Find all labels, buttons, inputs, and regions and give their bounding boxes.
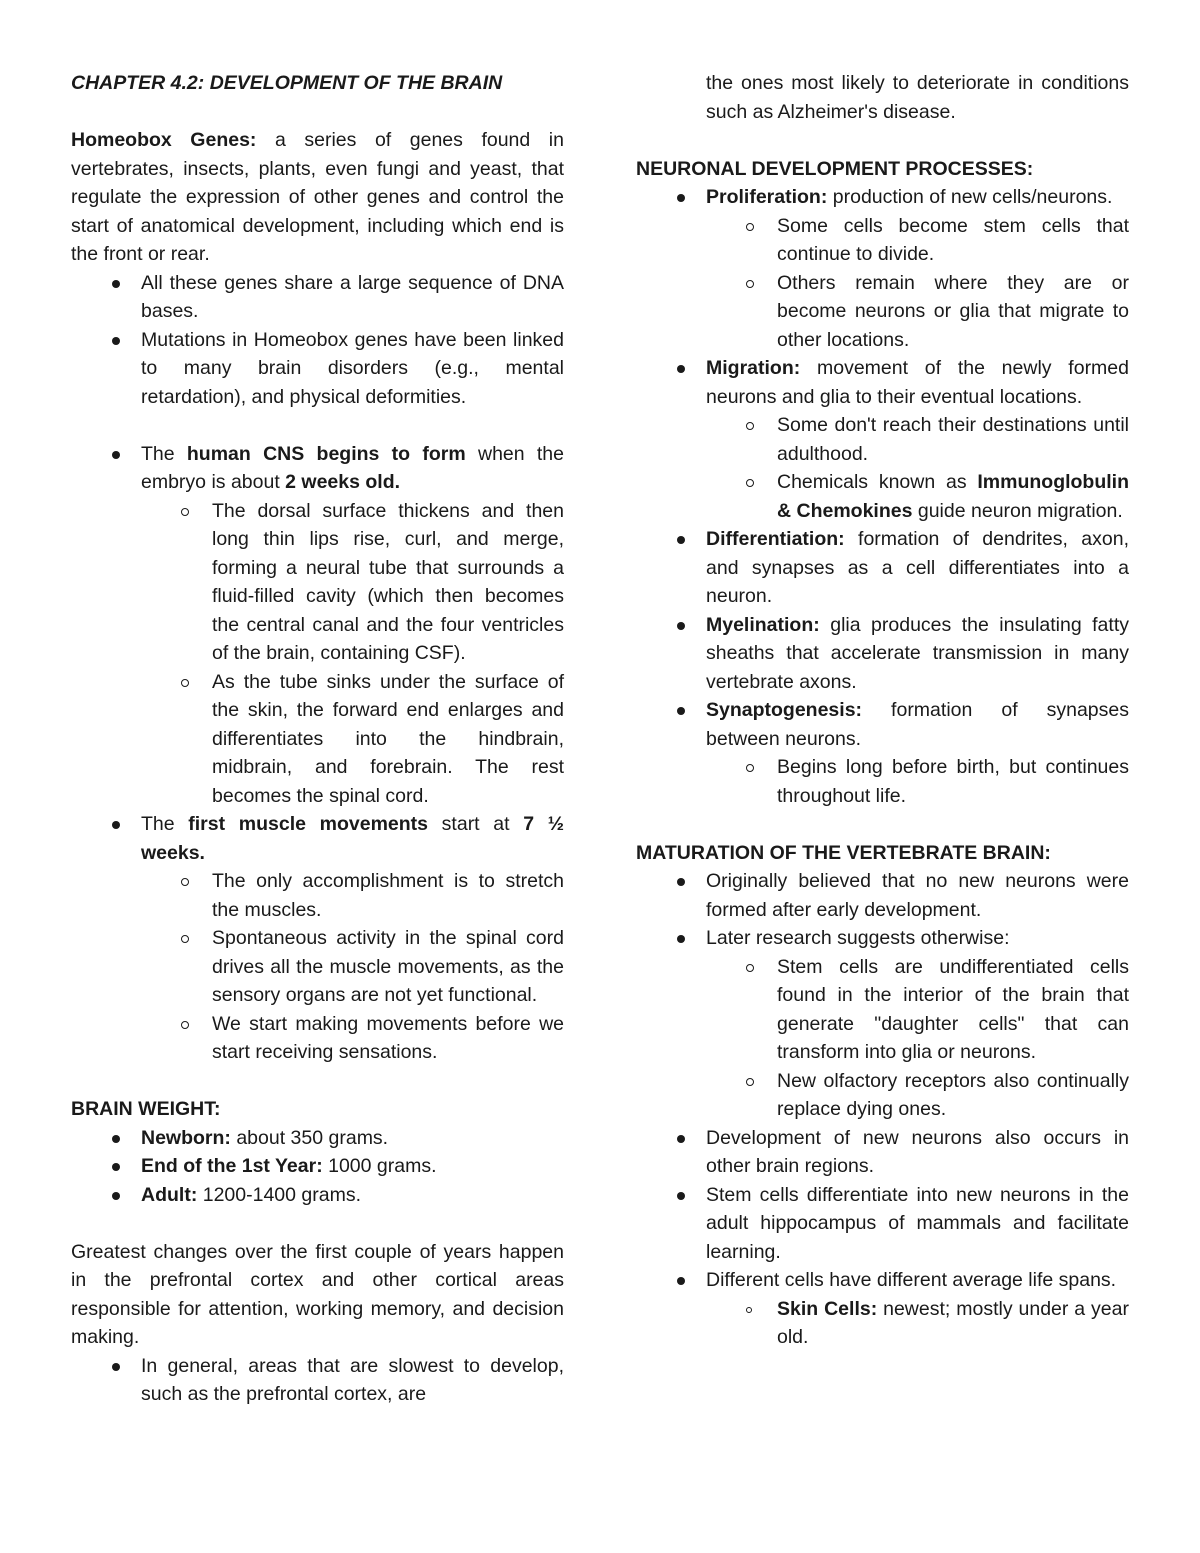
brain-weight-heading: BRAIN WEIGHT: <box>71 1098 221 1120</box>
sub-list-item: New olfactory receptors also continually replace dying ones. <box>777 1067 1129 1124</box>
sub-list-item: Chemicals known as Immunoglobulin & Chemokines guide neuron migration. <box>777 468 1129 525</box>
left-column <box>71 69 564 1409</box>
neuronal-development-heading: NEURONAL DEVELOPMENT PROCESSES: <box>636 157 1034 180</box>
brain-weight-list <box>71 1124 564 1210</box>
chapter-title: CHAPTER 4.2: DEVELOPMENT OF THE BRAIN <box>71 72 503 94</box>
maturation-heading: MATURATION OF THE VERTEBRATE BRAIN: <box>636 841 1051 864</box>
list-item: Newborn: about 350 grams. <box>141 1124 564 1153</box>
list-item: Proliferation: production of new cells/neurons. <box>706 183 1129 212</box>
sub-list-item: Begins long before birth, but continues throughout life. <box>777 753 1129 810</box>
sub-list-item: As the tube sinks under the surface of the skin, the forward end enlarges and differentiates into the hindbrain, midbrain, and forebrain. The rest becomes the spinal cord. <box>212 668 564 811</box>
sub-list-item: Stem cells are undifferentiated cells found in the interior of the brain that generate "daughter cells" that can transform into glia or neurons. <box>777 953 1129 1067</box>
list-item: Different cells have different average life spans. <box>706 1266 1129 1295</box>
neuronal-processes-list <box>636 183 1129 810</box>
homeobox-term: Homeobox Genes: <box>71 129 257 151</box>
list-item: Later research suggests otherwise: <box>706 924 1129 953</box>
cns-section <box>71 440 564 1067</box>
list-item: Originally believed that no new neurons were formed after early development. <box>706 867 1129 924</box>
sub-list-item: We start making movements before we start receiving sensations. <box>212 1010 564 1067</box>
maturation-list <box>636 867 1129 1352</box>
list-item: Migration: movement of the newly formed neurons and glia to their eventual locations. <box>706 354 1129 411</box>
list-item: Myelination: glia produces the insulating fatty sheaths that accelerate transmission in many vertebrate axons. <box>706 611 1129 697</box>
list-item: Adult: 1200-1400 grams. <box>141 1181 564 1210</box>
list-item: Mutations in Homeobox genes have been linked to many brain disorders (e.g., mental retardation), and physical deformities. <box>141 326 564 412</box>
continuation-text: the ones most likely to deteriorate in conditions such as Alzheimer's disease. <box>706 72 1129 123</box>
list-item: Synaptogenesis: formation of synapses between neurons. <box>706 696 1129 753</box>
homeobox-bullets <box>71 269 564 412</box>
homeobox-definition: Homeobox Genes: a series of genes found in vertebrates, insects, plants, even fungi and yeast, that regulate the expression of other genes and control the start of anatomical development, including which end is the front or rear. <box>71 129 564 265</box>
sub-list-item: The dorsal surface thickens and then long thin lips rise, curl, and merge, forming a neural tube that surrounds a fluid-filled cavity (which then becomes the central canal and the four ventricles of the brain, containing CSF). <box>212 497 564 668</box>
list-item: The human CNS begins to form when the embryo is about 2 weeks old. <box>141 440 564 497</box>
list-item: All these genes share a large sequence of DNA bases. <box>141 269 564 326</box>
list-item: The first muscle movements start at 7 ½ weeks. <box>141 810 564 867</box>
sub-list-item: Some don't reach their destinations until adulthood. <box>777 411 1129 468</box>
list-item: Differentiation: formation of dendrites, axon, and synapses as a cell differentiates into a neuron. <box>706 525 1129 611</box>
sub-list-item: Others remain where they are or become neurons or glia that migrate to other locations. <box>777 269 1129 355</box>
list-item: In general, areas that are slowest to develop, such as the prefrontal cortex, are <box>141 1352 564 1409</box>
list-item: End of the 1st Year: 1000 grams. <box>141 1152 564 1181</box>
right-column <box>636 69 1129 1352</box>
list-item: Development of new neurons also occurs in other brain regions. <box>706 1124 1129 1181</box>
sub-list-item: Skin Cells: newest; mostly under a year old. <box>777 1295 1129 1352</box>
sub-list-item: The only accomplishment is to stretch the muscles. <box>212 867 564 924</box>
greatest-changes-paragraph: Greatest changes over the first couple of years happen in the prefrontal cortex and other cortical areas responsible for attention, working memory, and decision making. <box>71 1240 564 1348</box>
sub-list-item: Spontaneous activity in the spinal cord drives all the muscle movements, as the sensory organs are not yet functional. <box>212 924 564 1010</box>
list-item: Stem cells differentiate into new neurons in the adult hippocampus of mammals and facilitate learning. <box>706 1181 1129 1267</box>
sub-list-item: Some cells become stem cells that continue to divide. <box>777 212 1129 269</box>
